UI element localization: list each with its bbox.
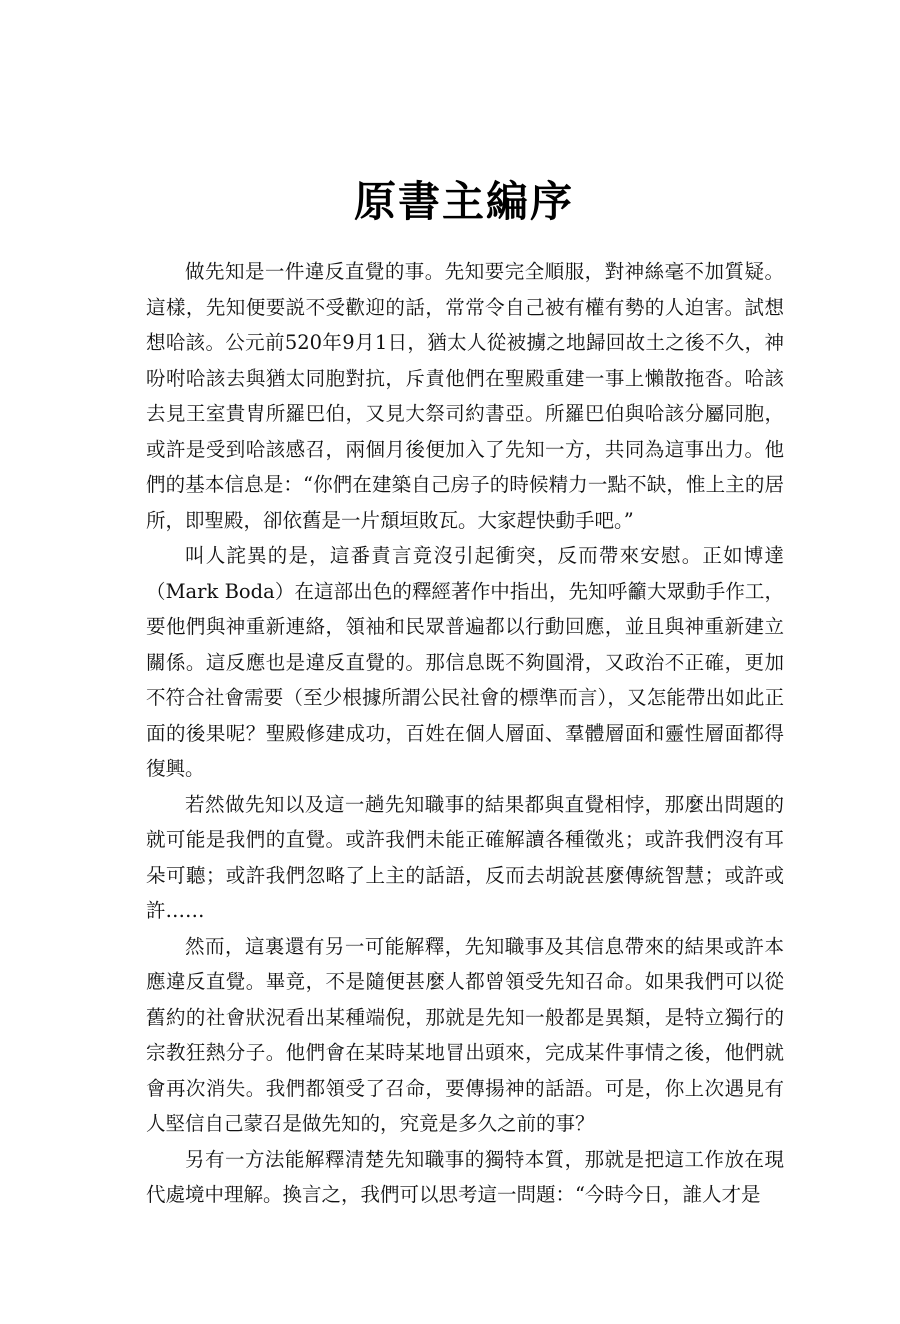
paragraph-5: 另有一方法能解釋清楚先知職事的獨特本質，那就是把這工作放在現代處境中理解。換言之，我們可以思考這一問題：“今時今日，誰人才是: [146, 1147, 784, 1206]
paragraph-1: 做先知是一件違反直覺的事。先知要完全順服，對神絲毫不加質疑。這樣，先知便要説不受歡迎的話，常常令自己被有權有勢的人迫害。試想想哈該。公元前520年9月1日，猶太人從被擄之地歸回故土之後不久，神吩咐哈該去與猶太同胞對抗，斥責他們在聖殿重建一事上懶散拖沓。哈該去見王室貴胄所羅巴伯，又見大祭司約書亞。所羅巴伯與哈該分屬同胞，或許是受到哈該感召，兩個月後便加入了先知一方，共同為這事出力。他們的基本信息是：“你們在建築自己房子的時候精力一點不缺，惟上主的居所，即聖殿，卻依舊是一片頹垣敗瓦。大家趕快動手吧。”: [146, 260, 784, 532]
body-text: [146, 254, 784, 1213]
paragraph-2: 叫人詫異的是，這番責言竟沒引起衝突，反而帶來安慰。正如博達（Mark Boda）在這部出色的釋經著作中指出，先知呼籲大眾動手作工，要他們與神重新連絡，領袖和民眾普遍都以行動回應，並且與神重新建立關係。這反應也是違反直覺的。那信息既不夠圓滑，又政治不正確，更加不符合社會需要（至少根據所謂公民社會的標準而言），又怎能帶出如此正面的後果呢？聖殿修建成功，百姓在個人層面、羣體層面和靈性層面都得復興。: [146, 544, 784, 780]
paragraph-3: 若然做先知以及這一趟先知職事的結果都與直覺相悖，那麼出問題的就可能是我們的直覺。或許我們未能正確解讀各種徵兆；或許我們沒有耳朵可聽；或許我們忽略了上主的話語，反而去胡說甚麼傳統智慧；或許或許……: [146, 792, 784, 922]
paragraph-4: 然而，這裏還有另一可能解釋，先知職事及其信息帶來的結果或許本應違反直覺。畢竟，不是隨便甚麼人都曾領受先知召命。如果我們可以從舊約的社會狀況看出某種端倪，那就是先知一般都是異類，是特立獨行的宗教狂熱分子。他們會在某時某地冒出頭來，完成某件事情之後，他們就會再次消失。我們都領受了召命，要傳揚神的話語。可是，你上次遇見有人堅信自己蒙召是做先知的，究竟是多久之前的事？: [146, 934, 784, 1135]
page-title: 原書主編序: [353, 177, 574, 227]
